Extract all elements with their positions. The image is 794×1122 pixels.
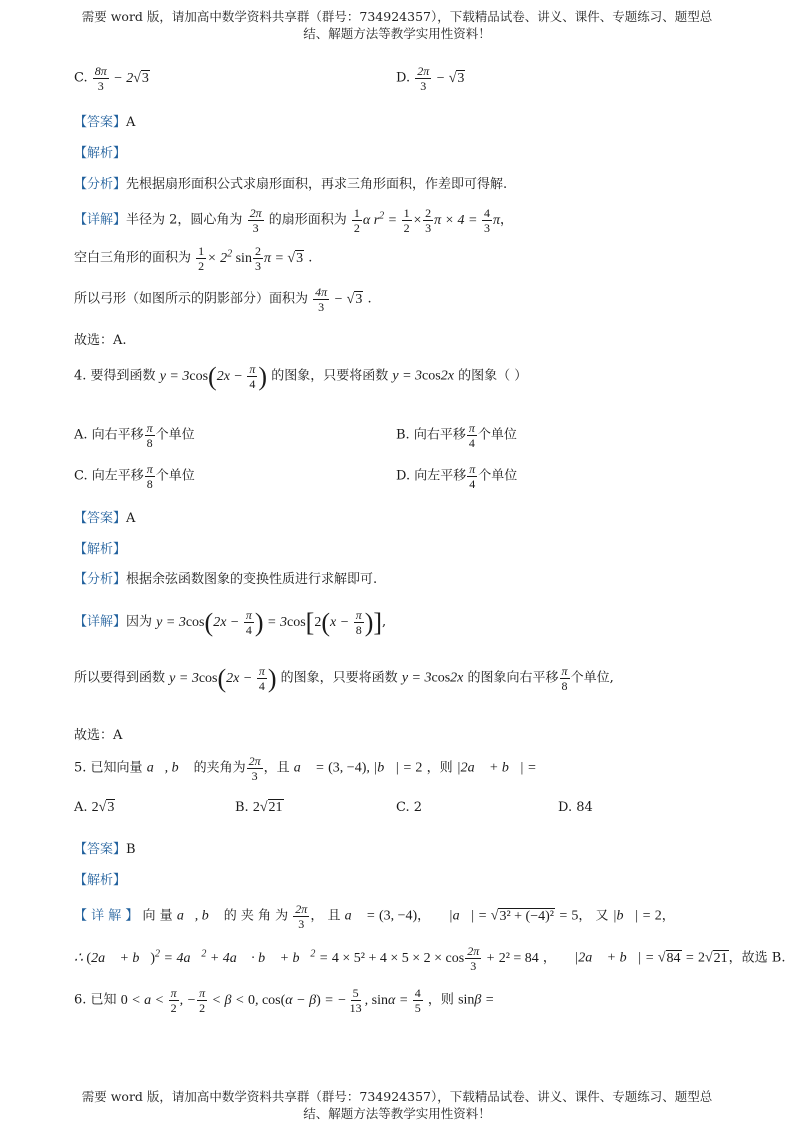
q4-answer: 【答案】A: [74, 511, 136, 526]
q4-option-d: D. 向左平移 $\frac{\pi}{4}$ 个单位: [396, 462, 518, 491]
q3-conclusion: 故选：A.: [74, 333, 127, 348]
q3-detail-line-1: 【详解】半径为 2，圆心角为 $\frac{2\pi}{3}$ 的扇形面积为 $\frac{1}{2}$ α $r^2$ = $\frac{1}{2}$ × $\frac{2}{3}$ π × 4 = $\frac{4}{3}$ π，: [74, 206, 514, 235]
q5-stem: 5. 已知向量 a⃗, b⃗ 的夹角为 $\frac{2\pi}{3}$ ，且 a⃗ = (3, −4), |b⃗| = 2 ，则 |2a⃗ + b⃗| =: [74, 754, 537, 783]
q3-fenxi: 【分析】先根据扇形面积公式求扇形面积，再求三角形面积，作差即可得解.: [74, 177, 508, 192]
q5-detail-line-2: ∴ (2a⃗ + b⃗)$^2$ = 4a⃗$^2$ + 4a⃗ · b⃗ + b⃗$^2$ = 4 × 5² + 4 × 5 × 2 × cos $\frac{2\pi}{3}$ + 2² = 84 ， ∴ |2a⃗ + b⃗| = √84 = 2√21，故选 B.: [74, 944, 786, 973]
q3-option-d: D. $\frac{2\pi}{3}$ − √3: [396, 64, 465, 93]
q3-option-d-math: $\frac{2\pi}{3}$ − √3: [417, 64, 465, 93]
q5-analysis-label: 【解析】: [74, 873, 127, 888]
header-line-1: 需要 word 版，请加高中数学资料共享群（群号：734924357），下载精品试卷、讲义、课件、专题练习、题型总: [81, 9, 713, 24]
q5-option-b: B. 2√21: [235, 800, 283, 815]
q5-option-d: D. 84: [558, 800, 593, 815]
q5-option-a: A. 2√3: [74, 800, 115, 815]
q4-option-c: C. 向左平移 $\frac{\pi}{8}$ 个单位: [74, 462, 195, 491]
q6-stem: 6. 已知 0 < a < $\frac{\pi}{2}$ , − $\frac{\pi}{2}$ < β < 0, cos(α − β) = − $\frac{5}{13}$ , sinα = $\frac{4}{5}$ ，则 sinβ =: [74, 986, 495, 1015]
q4-option-b: B. 向右平移 $\frac{\pi}{4}$ 个单位: [396, 421, 517, 450]
q4-detail-line-1: 【详解】因为 y = 3cos(2x − $\frac{\pi}{4}$ ) = 3cos[2(x − $\frac{\pi}{8}$ )],: [74, 607, 387, 637]
q5-answer: 【答案】B: [74, 842, 136, 857]
q3-option-c-math: $\frac{8\pi}{3}$ − 2√3: [94, 64, 149, 93]
q3-analysis-label: 【解析】: [74, 146, 127, 161]
q5-option-c: C. 2: [396, 800, 423, 815]
q4-option-a: A. 向右平移 $\frac{\pi}{8}$ 个单位: [74, 421, 195, 450]
q4-stem: 4. 要得到函数 y = 3cos(2x − $\frac{\pi}{4}$ ) 的图象，只要将函数 y = 3cos2x 的图象（ ）: [74, 361, 528, 391]
q3-option-c: C. $\frac{8\pi}{3}$ − 2√3: [74, 64, 149, 93]
q4-detail-line-2: 所以要得到函数 y = 3cos(2x − $\frac{\pi}{4}$ ) 的图象，只要将函数 y = 3cos2x 的图象向右平移 $\frac{\pi}{8}$ 个单位,: [74, 663, 614, 693]
q3-answer: 【答案】A: [74, 115, 136, 130]
footer-line-2: 结、解题方法等教学实用性资料！: [303, 1106, 491, 1121]
header-line-2: 结、解题方法等教学实用性资料！: [303, 26, 491, 41]
q4-conclusion: 故选：A: [74, 728, 123, 743]
q4-analysis-label: 【解析】: [74, 542, 127, 557]
footer-line-1: 需要 word 版，请加高中数学资料共享群（群号：734924357），下载精品试卷、讲义、课件、专题练习、题型总: [81, 1089, 713, 1104]
q3-detail-line-3: 所以弓形（如图所示的阴影部分）面积为 $\frac{4\pi}{3}$ − √3 .: [74, 285, 372, 314]
q5-detail-line-1: 【 详 解 】 向 量 a⃗, b⃗ 的 夹 角 为 $\frac{2\pi}{3}$ ， 且 a⃗ = (3, −4)， ∴ |a⃗| = √3² + (−4)² = 5， 又 |b⃗| = 2，: [74, 902, 675, 931]
q3-detail-line-2: 空白三角形的面积为 $\frac{1}{2}$ × $2^2$ sin $\frac{2}{3}$ π = √3 .: [74, 244, 313, 273]
q4-fenxi: 【分析】根据余弦函数图象的变换性质进行求解即可.: [74, 572, 378, 587]
